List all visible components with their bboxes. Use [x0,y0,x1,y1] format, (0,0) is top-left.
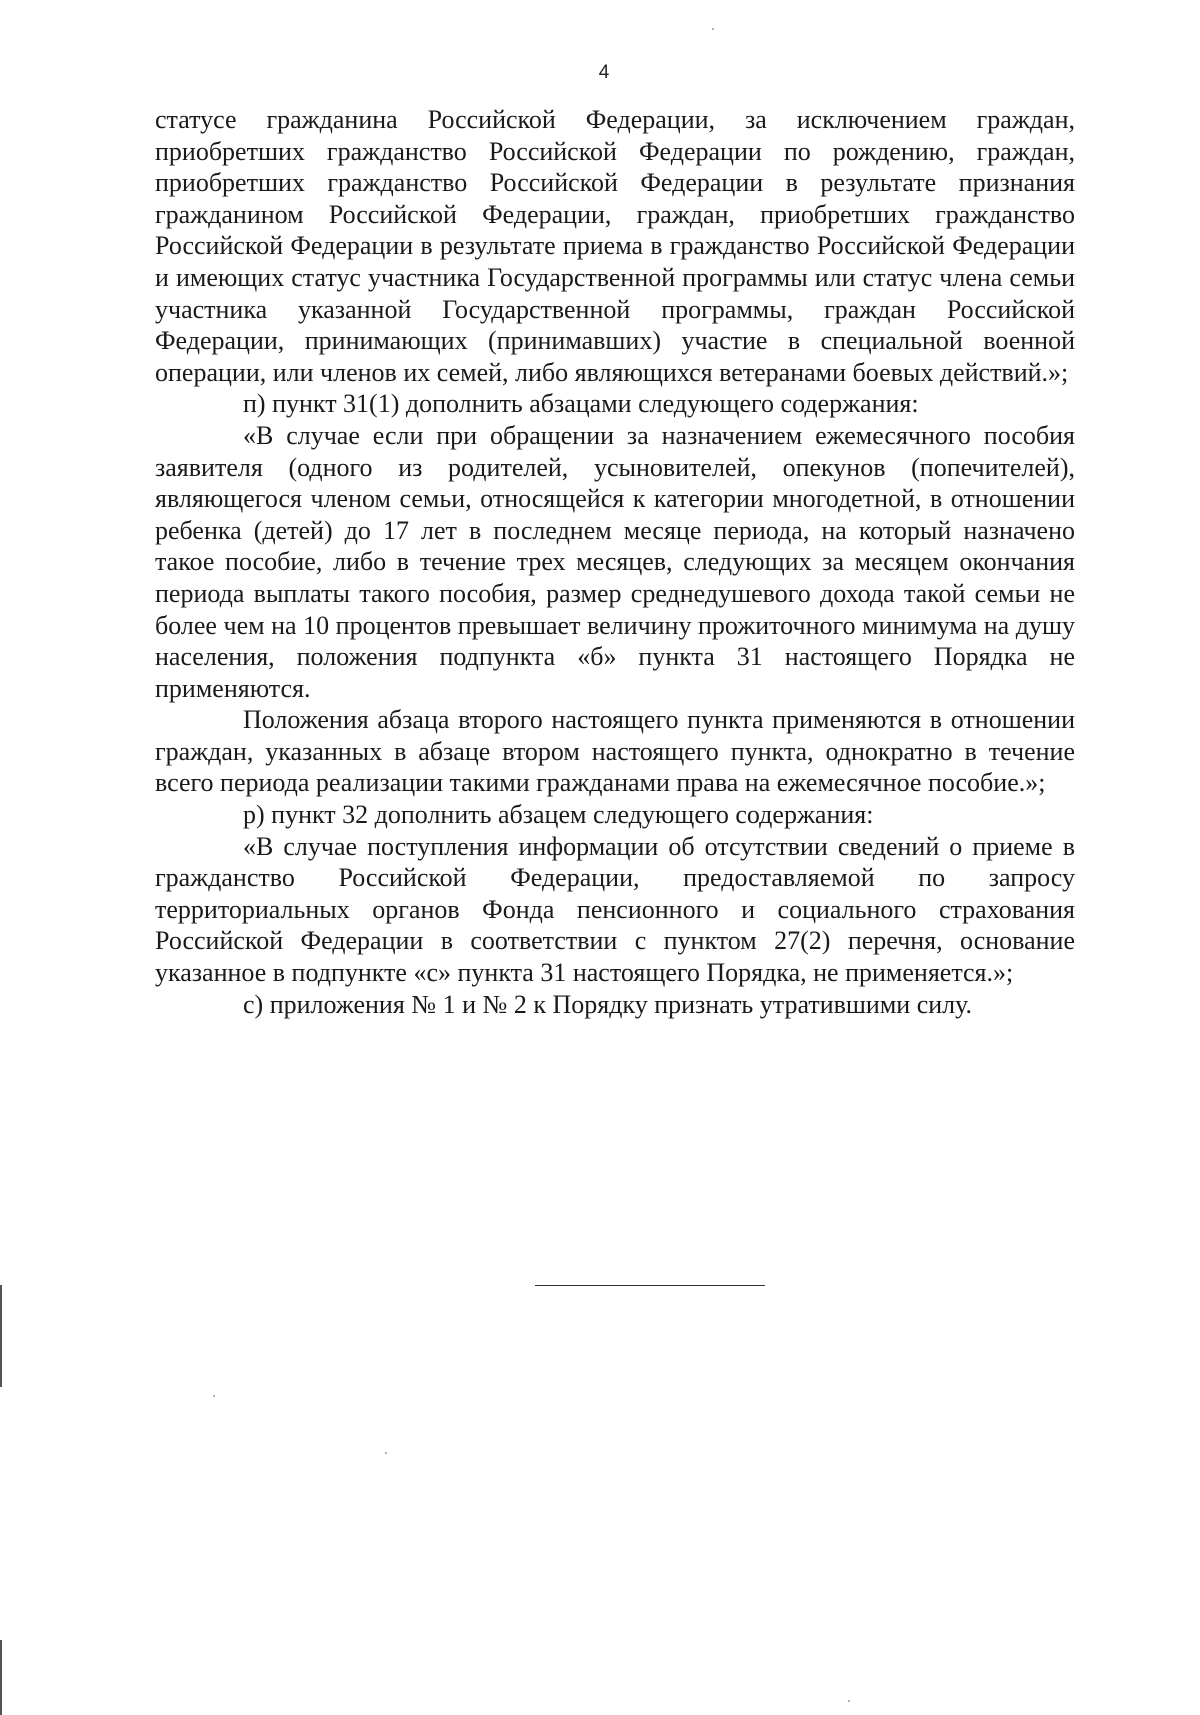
scan-speck [848,1700,850,1702]
paragraph-quote-monthly-allowance: «В случае если при обращении за назначением ежемесячного пособия заявителя (одного из родителей, усыновителей, опекунов (попечителей), являющегося членом семьи, относящейся к категории многодетной, в отношении ребенка (детей) до 17 лет в последнем месяце периода, на который назначено такое пособие, либо в течение трех месяцев, следующих за месяцем окончания периода выплаты такого пособия, размер среднедушевого дохода такой семьи не более чем на 10 процентов превышает величину прожиточного минимума на душу населения, положения подпункта «б» пункта 31 настоящего Порядка не применяются. [155,420,1075,703]
paragraph-item-p: п) пункт 31(1) дополнить абзацами следующего содержания: [243,389,919,419]
scan-speck [385,1452,387,1454]
paragraph-provisions-second: Положения абзаца второго настоящего пункта применяются в отношении граждан, указанных в абзаце втором настоящего пункта, однократно в течение всего периода реализации такими гражданами права на ежемесячное пособие.»; [155,705,1075,798]
scan-edge-mark [0,1285,2,1387]
document-body [155,104,1075,1020]
paragraph-continuation: статусе гражданина Российской Федерации, за исключением граждан, приобретших гражданство Российской Федерации по рождению, граждан, приобретших гражданство Российской Федерации в результате признания гражданином Российской Федерации, граждан, приобретших гражданство Российской Федерации в результате приема в гражданство Российской Федерации и имеющих статус участника Государственной программы или статус члена семьи участника указанной Государственной программы, граждан Российской Федерации, принимающих (принимавших) участие в специальной военной операции, или членов их семей, либо являющихся ветеранами боевых действий.»; [155,105,1075,387]
scan-speck [213,1395,215,1397]
paragraph-item-s: с) приложения № 1 и № 2 к Порядку признать утратившими силу. [243,989,973,1019]
page-number-text: 4 [598,62,610,83]
paragraph-item-r: р) пункт 32 дополнить абзацем следующего содержания: [243,800,874,830]
page-number [0,62,1200,84]
paragraph-quote-citizenship-info: «В случае поступления информации об отсутствии сведений о приеме в гражданство Российской Федерации, предоставляемой по запросу территориальных органов Фонда пенсионного и социального страхования Российской Федерации в соответствии с пунктом 27(2) перечня, основание указанное в подпункте «с» пункта 31 настоящего Порядка, не применяется.»; [155,831,1075,988]
scan-speck [712,28,714,30]
scan-edge-mark-bottom [0,1640,2,1715]
closing-divider-line [535,1285,765,1286]
